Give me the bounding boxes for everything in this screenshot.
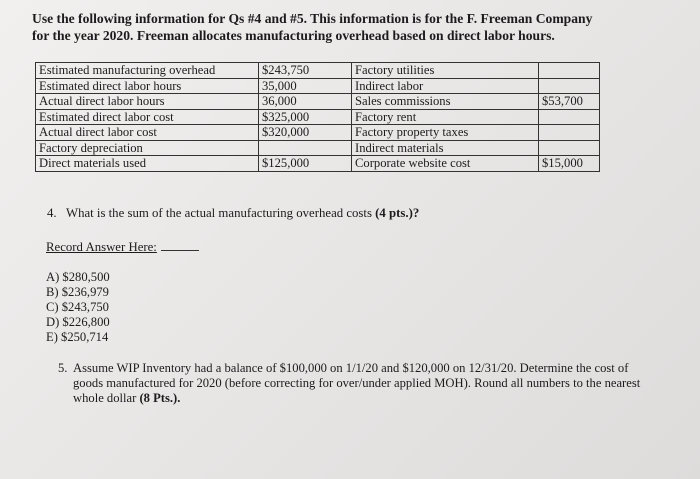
row-value: 35,000 <box>259 78 352 94</box>
option-e: E) $250,714 <box>46 330 109 344</box>
table-row <box>36 125 600 141</box>
row-value: $320,000 <box>259 125 352 141</box>
header-line-2: for the year 2020. Freeman allocates manufacturing overhead based on direct labor hours. <box>32 28 555 43</box>
row-label-right: Indirect labor <box>352 78 539 94</box>
header-line-1: Use the following information for Qs #4 and #5. This information is for the F. Freeman Company <box>32 11 593 26</box>
question-5-text: Assume WIP Inventory had a balance of $100,000 on 1/1/20 and $120,000 on 12/31/20. Determine the cost of goods manufactured for 2020 (before correcting for over/under applied MOH). Round all numbers to the nearest whole dollar <box>73 361 641 405</box>
row-value-right <box>539 63 600 79</box>
question-4 <box>47 206 419 221</box>
instructions-header <box>32 10 672 44</box>
option-d: D) $226,800 <box>46 315 110 329</box>
row-label-right: Factory utilities <box>352 63 539 79</box>
table-row <box>36 63 600 79</box>
row-label-right: Factory rent <box>352 109 539 125</box>
question-5-number: 5. <box>58 361 68 375</box>
table-row <box>36 156 600 172</box>
row-value <box>259 140 352 156</box>
row-value: $243,750 <box>259 63 352 79</box>
question-4-number: 4. <box>47 206 57 220</box>
option-b: B) $236,979 <box>46 285 109 299</box>
row-label: Estimated direct labor cost <box>36 109 259 125</box>
cost-data-table <box>35 62 600 172</box>
row-value-right: $15,000 <box>539 156 600 172</box>
question-4-text: What is the sum of the actual manufacturing overhead costs <box>65 206 372 220</box>
row-value: $125,000 <box>259 156 352 172</box>
row-label: Actual direct labor hours <box>36 94 259 110</box>
record-answer-label: Record Answer Here: <box>46 240 157 254</box>
row-label-right: Corporate website cost <box>352 156 539 172</box>
row-value-right <box>539 140 600 156</box>
row-label: Factory depreciation <box>36 140 259 156</box>
row-label: Estimated manufacturing overhead <box>36 63 259 79</box>
row-label-right: Indirect materials <box>352 140 539 156</box>
row-label: Estimated direct labor hours <box>36 78 259 94</box>
answer-blank[interactable] <box>161 250 199 251</box>
row-value: $325,000 <box>259 109 352 125</box>
option-a: A) $280,500 <box>46 270 110 284</box>
question-4-points: (4 pts.)? <box>375 206 420 220</box>
table-row <box>36 109 600 125</box>
row-value-right <box>539 109 600 125</box>
answer-options <box>46 270 110 345</box>
table-row <box>36 140 600 156</box>
row-value-right <box>539 125 600 141</box>
row-label-right: Factory property taxes <box>352 125 539 141</box>
row-value-right: $53,700 <box>539 94 600 110</box>
option-c: C) $243,750 <box>46 300 109 314</box>
table-row <box>36 94 600 110</box>
row-label: Actual direct labor cost <box>36 125 259 141</box>
table-row <box>36 78 600 94</box>
question-5 <box>58 361 658 406</box>
question-5-points: (8 Pts.). <box>139 391 181 405</box>
row-label-right: Sales commissions <box>352 94 539 110</box>
row-value-right <box>539 78 600 94</box>
row-value: 36,000 <box>259 94 352 110</box>
record-answer <box>46 240 199 255</box>
row-label: Direct materials used <box>36 156 259 172</box>
